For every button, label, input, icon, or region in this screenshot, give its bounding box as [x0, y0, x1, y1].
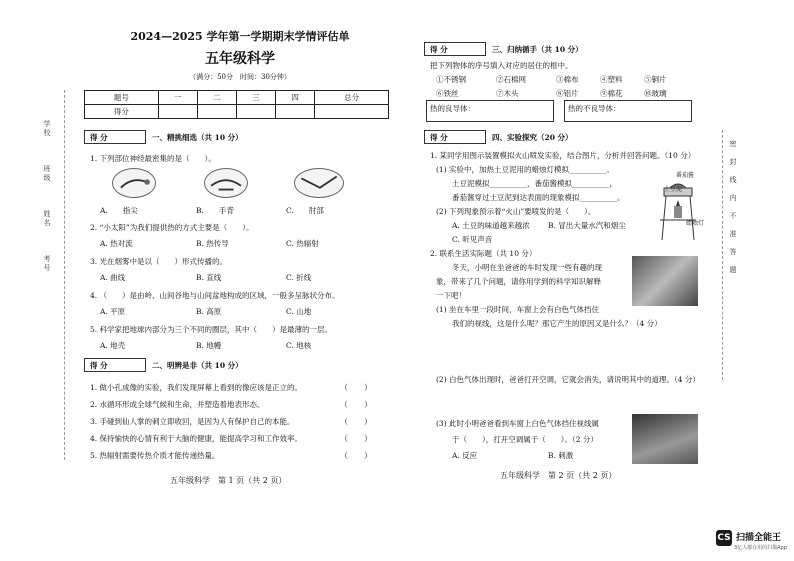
- q5-option-b[interactable]: B. 地幔: [196, 341, 222, 350]
- q2-option-a[interactable]: A. 热对流: [100, 239, 133, 248]
- life-question-2: 2. 联系生活实际题（共 10 分）: [430, 249, 537, 258]
- q4-option-c[interactable]: C. 山地: [286, 307, 312, 316]
- q3-option-c[interactable]: C. 折线: [286, 273, 312, 282]
- q1-option-c[interactable]: C. 肘部: [286, 206, 324, 215]
- q4-option-b[interactable]: B. 高原: [196, 307, 222, 316]
- section4-score-label: 得 分: [430, 133, 448, 142]
- q2-option-c[interactable]: C. 热辐射: [286, 239, 319, 248]
- score-table-input-cell[interactable]: [276, 105, 315, 119]
- item-5: ⑤铜片: [644, 75, 667, 84]
- subject-title: 五年级科学: [205, 51, 275, 67]
- binding-dash-left: [64, 90, 65, 460]
- score-table-header-row: [85, 91, 389, 105]
- score-table-cell: 一: [158, 91, 197, 105]
- item-6: ⑥铁丝: [436, 89, 459, 98]
- item-3: ③棉布: [556, 75, 579, 84]
- life-question-2-1: (1) 坐在车里一段时间，车窗上会有白色气体挡住: [436, 305, 600, 314]
- exam-meta: （满分：50分 时间：30分钟）: [189, 73, 291, 81]
- q1-option-b[interactable]: B. 手背: [196, 206, 234, 215]
- tf-question-2: 2. 水循环形成全球气候和生命，并塑造着地表形态。: [90, 400, 265, 409]
- score-table-score-row: [85, 105, 389, 119]
- binding-line-left: 学校 班级 姓名 考号: [43, 120, 51, 273]
- score-table-input-cell[interactable]: [315, 105, 389, 119]
- exam-title: 2024—2025 学年第一学期期末学情评估单: [130, 30, 350, 43]
- q3-option-b[interactable]: B. 直线: [196, 273, 222, 282]
- life-story-3: 一下吧！: [436, 291, 466, 300]
- section4-heading: 四、实验探究（20 分）: [492, 133, 573, 142]
- good-conductor-label: 热的良导体：: [430, 104, 475, 113]
- exp-option-c[interactable]: C. 听见声音: [452, 235, 493, 244]
- section3-instruction: 把下列物体的序号填入对应的居住的框中。: [430, 61, 573, 70]
- section3-heading: 三、归纳循手（共 10 分）: [492, 45, 583, 54]
- q5-option-c[interactable]: C. 地核: [286, 341, 312, 350]
- score-table-input-cell[interactable]: [158, 105, 197, 119]
- tf-question-5: 5. 热辐射需要传热介质才能传递热量。: [90, 451, 220, 460]
- hand-back-image: [204, 168, 248, 198]
- life-story-1: 冬天，小明在坐爸爸的车时发现一些有趣的现: [452, 263, 602, 272]
- figure-label-sauce: 番茄酱: [676, 172, 695, 179]
- item-4: ④塑料: [600, 75, 623, 84]
- score-table-input-cell[interactable]: [197, 105, 236, 119]
- driver-photo: [632, 414, 698, 464]
- score-table-cell: 四: [276, 91, 315, 105]
- life-question-2-3b: 于（ ），打开空调属于（ ）。（2 分）: [452, 435, 598, 444]
- question-3: 3. 光在烟雾中是以（ ）形式传播的。: [90, 257, 228, 266]
- item-8: ⑧铝片: [556, 89, 579, 98]
- figure-label-potato: 土豆泥: [664, 186, 683, 193]
- section2-heading: 二、明辨是非（共 10 分）: [152, 361, 243, 370]
- tf-question-3: 3. 手碰到仙人掌的刺立即收回，是因为人有保护自己的本能。: [90, 417, 295, 426]
- section1-heading: 一、精挑细选（共 10 分）: [152, 133, 243, 142]
- exp-question-1-2: (2) 下列现象预示着“火山”要喷发的是（ ）。: [436, 207, 596, 216]
- life-option-a[interactable]: A. 反应: [452, 451, 478, 460]
- life-question-2-1b: 我们的视线，这是什么呢？那它产生的原因又是什么？（4 分）: [452, 319, 662, 328]
- item-9: ⑨棉花: [600, 89, 623, 98]
- life-question-2-3: (3) 此时小明爸爸看到车窗上白色气体挡住视线属: [436, 419, 600, 428]
- scanner-tagline: 3亿人都在用的扫描App: [734, 545, 787, 551]
- figure-label-candle: 蜡烛灯: [686, 220, 705, 227]
- score-table: [84, 90, 389, 119]
- item-10: ⑩玻璃: [644, 89, 667, 98]
- score-table-cell: 得分: [85, 105, 159, 119]
- score-table-cell: 三: [236, 91, 275, 105]
- scanner-name: 扫描全能王: [736, 533, 782, 543]
- elbow-image: [294, 168, 344, 198]
- page1-footer: 五年级科学 第 1 页（共 2 页）: [170, 476, 287, 485]
- score-table-cell: 二: [197, 91, 236, 105]
- car-window-fog-photo: [632, 256, 698, 306]
- question-4: 4. （ ）是由岭、山间谷地与山间盆地构成的区域，一般多呈脉状分布。: [90, 291, 340, 300]
- tf-answer-1[interactable]: （ ）: [340, 383, 372, 392]
- score-table-cell: 题号: [85, 91, 159, 105]
- life-option-b[interactable]: B. 刺激: [548, 451, 574, 460]
- q4-option-a[interactable]: A. 平原: [100, 307, 126, 316]
- binding-line-right: 密 封 线 内 不 准 答 题: [729, 140, 737, 275]
- exp-option-b[interactable]: B. 冒出大量水汽和烟尘: [548, 221, 626, 230]
- exp-option-a[interactable]: A. 土豆的味道越来越浓: [452, 221, 530, 230]
- q5-option-a[interactable]: A. 地壳: [100, 341, 126, 350]
- exp-question-1-1b: 土豆泥模拟__________，番茄酱模拟__________，: [452, 179, 617, 188]
- poor-conductor-label: 热的不良导体：: [568, 104, 621, 113]
- binding-dash-right: [722, 130, 723, 380]
- life-story-2: 象，带来了几个问题，请你用学到的科学知识解释: [436, 277, 601, 286]
- tf-answer-5[interactable]: （ ）: [340, 451, 372, 460]
- tf-question-1: 1. 做小孔成像的实验，我们发现屏幕上看到的像应该是正立的。: [90, 383, 303, 392]
- section1-score-label: 得 分: [90, 133, 108, 142]
- q3-option-a[interactable]: A. 曲线: [100, 273, 126, 282]
- question-1: 1. 下列部位神经最密集的是（ ）。: [90, 154, 216, 163]
- question-2: 2. “小太阳”为我们提供热的方式主要是（ ）。: [90, 223, 254, 232]
- question-5: 5. 科学家把地球内部分为三个不同的圈层，其中（ ）是最薄的一层。: [90, 325, 333, 334]
- tf-answer-4[interactable]: （ ）: [340, 434, 372, 443]
- item-7: ⑦木头: [496, 89, 519, 98]
- section3-score-label: 得 分: [430, 45, 448, 54]
- fingertip-image: [112, 168, 156, 198]
- q1-option-a[interactable]: A. 指尖: [100, 206, 138, 215]
- exp-question-1-1: (1) 实验中，加热土豆泥用的蜡烛灯模拟__________。: [436, 165, 615, 174]
- tf-answer-3[interactable]: （ ）: [340, 417, 372, 426]
- section2-score-label: 得 分: [90, 361, 108, 370]
- camscanner-logo-icon: CS: [716, 530, 732, 546]
- tf-answer-2[interactable]: （ ）: [340, 400, 372, 409]
- exp-question-1-1c: 番茄酱穿过土豆泥到达表面的现象模拟__________。: [452, 193, 625, 202]
- score-table-input-cell[interactable]: [236, 105, 275, 119]
- item-2: ②石棉网: [496, 75, 526, 84]
- life-question-2-2: (2) 白色气体出现时，爸爸打开空调，它就会消失，请说明其中的道理。（4 分）: [436, 375, 700, 384]
- tf-question-4: 4. 保持愉快的心情有利于大脑的健康，能提高学习和工作效率。: [90, 434, 303, 443]
- page2-footer: 五年级科学 第 2 页（共 2 页）: [500, 471, 617, 480]
- exp-question-1: 1. 某同学用图示装置模拟火山喷发实验，结合图片，分析并回答问题。（10 分）: [430, 151, 696, 160]
- item-1: ①不锈钢: [436, 75, 466, 84]
- q2-option-b[interactable]: B. 热传导: [196, 239, 229, 248]
- score-table-cell: 总分: [315, 91, 389, 105]
